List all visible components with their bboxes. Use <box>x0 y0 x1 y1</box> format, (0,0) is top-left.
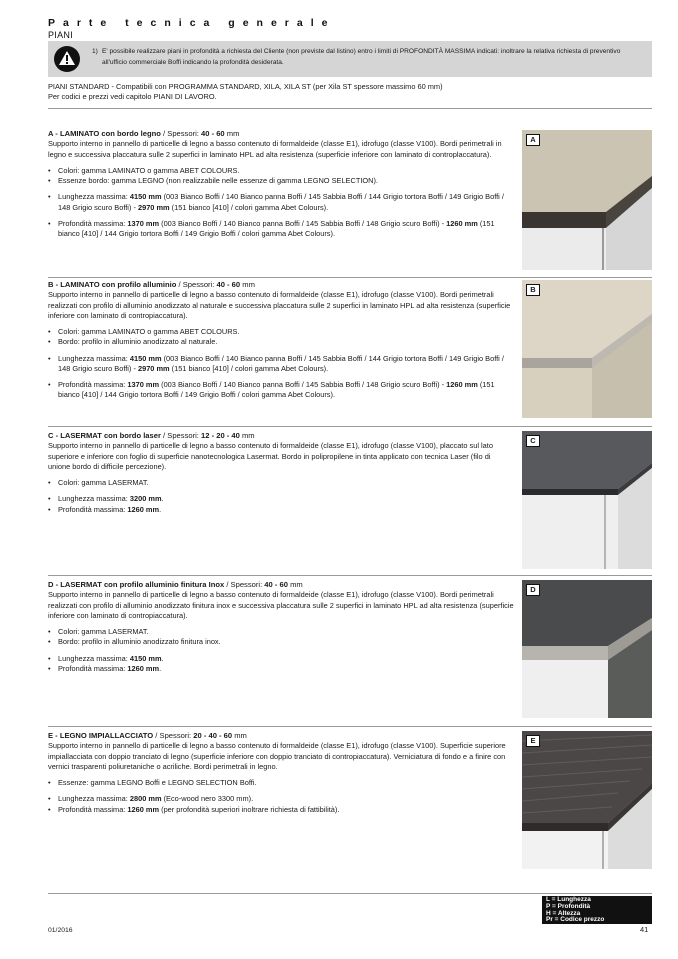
bullet-item: • Colori: gamma LAMINATO o gamma ABET COLOURS. <box>48 327 514 337</box>
bullet-item: • Colori: gamma LASERMAT. <box>48 478 514 488</box>
section-letter-badge: C <box>526 435 540 447</box>
page-title: Parte tecnica generale <box>48 17 336 29</box>
bullet-item: • Colori: gamma LAMINATO o gamma ABET COLOURS. <box>48 166 514 176</box>
divider <box>48 726 652 727</box>
bullet-item: • Essenze: gamma LEGNO Boffi e LEGNO SELECTION Boffi. <box>48 778 514 788</box>
depth-spec: • Profondità massima: 1370 mm (003 Bianco Boffi / 140 Bianco panna Boffi / 145 Sabbia Boffi / 148 Grigio scuro Boffi) - 1260 mm (151 bianco [410] / 144 Grigio tortora Boffi / 149 Grigio Boffi / colori gamma Abet Colours). <box>48 380 514 400</box>
bullet-item: • Colori: gamma LASERMAT. <box>48 627 514 637</box>
section-e <box>48 731 514 815</box>
warning-number: 1) <box>92 48 98 55</box>
section-title: C - LASERMAT con bordo laser / Spessori: 12 - 20 - 40 mm <box>48 431 255 440</box>
section-description: Supporto interno in pannello di particelle di legno a basso contenuto di formaldeide (classe E1), idrofugo (classe V100). Bordi perimetrali realizzati con profilo di alluminio anodizzato al naturale e successiva placcatura sulle 2 superfici in laminato HPL ad alta resistenza (superficie inferiore con laminato di contropiaccatura). <box>48 290 511 320</box>
section-title: A - LAMINATO con bordo legno / Spessori: 40 - 60 mm <box>48 129 240 138</box>
intro-line-1: PIANI STANDARD - Compatibili con PROGRAMMA STANDARD, XILA, XILA ST (per Xila ST spessore massimo 60 mm) <box>48 82 443 91</box>
legend-line: Pr = Codice prezzo <box>546 916 605 924</box>
section-description: Supporto interno in pannello di particelle di legno a basso contenuto di formaldeide (classe E1), idrofugo (classe V100). Bordi perimetrali realizzati con profilo di alluminio anodizzato finitura inox e successiva placcatura sulle 2 superfici in laminato HPL ad alta resistenza (superficie inferiore con laminato di contropiaccatura). <box>48 590 514 620</box>
worktop-image-d <box>522 580 652 718</box>
divider <box>48 277 652 278</box>
intro-line-2: Per codici e prezzi vedi capitolo PIANI DI LAVORO. <box>48 91 217 101</box>
intro-text <box>48 82 648 102</box>
page-subtitle: PIANI <box>48 30 74 40</box>
section-c <box>48 431 514 515</box>
bullet-item: • Essenze bordo: gamma LEGNO (non realizzabile nelle essenze di gamma LEGNO SELECTION). <box>48 176 514 186</box>
section-a <box>48 129 514 239</box>
section-letter-badge: B <box>526 284 540 296</box>
depth-spec: • Profondità massima: 1260 mm. <box>48 505 514 515</box>
legend-line: P = Profondità <box>546 902 591 910</box>
bullet-item: • Bordo: profilo in alluminio anodizzato finitura inox. <box>48 637 514 647</box>
bullet-item: • Bordo: profilo in alluminio anodizzato al naturale. <box>48 337 514 347</box>
length-spec: • Lunghezza massima: 2800 mm (Eco-wood nero 3300 mm). <box>48 794 514 804</box>
length-spec: • Lunghezza massima: 4150 mm (003 Bianco Boffi / 140 Bianco panna Boffi / 145 Sabbia Boffi / 144 Grigio tortora Boffi / 149 Grigio Boffi / 148 Grigio scuro Boffi) - 2970 mm (151 bianco [410] / colori gamma Abet Colours). <box>48 192 514 212</box>
page-number: 41 <box>640 925 649 934</box>
legend-line: H = Altezza <box>546 909 581 917</box>
worktop-image-c <box>522 431 652 569</box>
section-description: Supporto interno in pannello di particelle di legno a basso contenuto di formaldeide (classe E1), idrofugo (classe V100). Bordi perimetrali in legno e successiva placcatura sulle 2 superfici in laminato HPL ad alta resistenza (superficie inferiore con laminato di controplaccatura). <box>48 139 502 159</box>
section-letter-badge: E <box>526 735 540 747</box>
divider <box>48 426 652 427</box>
abbreviation-legend <box>542 896 652 924</box>
divider <box>48 893 652 894</box>
warning-triangle-icon <box>54 46 80 72</box>
legend-line: L = Lunghezza <box>546 896 591 903</box>
depth-spec: • Profondità massima: 1260 mm. <box>48 664 514 674</box>
section-b <box>48 280 514 400</box>
footer-date: 01/2016 <box>48 927 73 934</box>
warning-text: E' possibile realizzare piani in profondità a richiesta del Cliente (non previste dal listino) entro i limiti di PROFONDITÀ MASSIMA indicati: inoltrare la relativa richiesta di preventivo all'ufficio commerciale Boffi indicando la profondità desiderata. <box>102 48 621 66</box>
length-spec: • Lunghezza massima: 4150 mm. <box>48 654 514 664</box>
section-letter-badge: D <box>526 584 540 596</box>
worktop-image-a <box>522 130 652 270</box>
section-description: Supporto interno in pannello di particelle di legno a basso contenuto di formaldeide (classe E1), idrofugo (classe V100), placcato sul lato superiore e inferiore con foglio di superficie nanotecnologica Lasermat. Bordo in polipropilene in tinta applicato con tecnica Laser (filo di unione bordo di difficile percezione). <box>48 441 493 471</box>
divider <box>48 575 652 576</box>
length-spec: • Lunghezza massima: 4150 mm (003 Bianco Boffi / 140 Bianco panna Boffi / 145 Sabbia Boffi / 144 Grigio tortora Boffi / 149 Grigio Boffi / 148 Grigio scuro Boffi) - 2970 mm (151 bianco [410] / colori gamma Abet Colours). <box>48 354 514 374</box>
section-title: B - LAMINATO con profilo alluminio / Spessori: 40 - 60 mm <box>48 280 255 289</box>
depth-spec: • Profondità massima: 1370 mm (003 Bianco Boffi / 140 Bianco panna Boffi / 145 Sabbia Boffi / 148 Grigio scuro Boffi) - 1260 mm (151 bianco [410] / 144 Grigio tortora Boffi / 149 Grigio Boffi / colori gamma Abet Colours). <box>48 219 514 239</box>
section-d <box>48 580 514 674</box>
section-letter-badge: A <box>526 134 540 146</box>
worktop-image-b <box>522 280 652 418</box>
length-spec: • Lunghezza massima: 3200 mm. <box>48 494 514 504</box>
section-description: Supporto interno in pannello di particelle di legno a basso contenuto di formaldeide (classe E1), idrofugo (classe V100). Superficie superiore impiallacciata con doppio tranciato di legno (superficie inferiore con doppio tranciato di contropiaccatura). Verniciatura di fondo e a finire con vernici trasparenti poliuretaniche o acriliche. Bordi perimetrali in legno. <box>48 741 506 771</box>
warning-box <box>48 41 652 77</box>
depth-spec: • Profondità massima: 1260 mm (per profondità superiori inoltrare richiesta di fattibilità). <box>48 805 514 815</box>
section-title: E - LEGNO IMPIALLACCIATO / Spessori: 20 - 40 - 60 mm <box>48 731 247 740</box>
section-title: D - LASERMAT con profilo alluminio finitura Inox / Spessori: 40 - 60 mm <box>48 580 303 589</box>
worktop-image-e <box>522 731 652 869</box>
divider <box>48 108 652 109</box>
